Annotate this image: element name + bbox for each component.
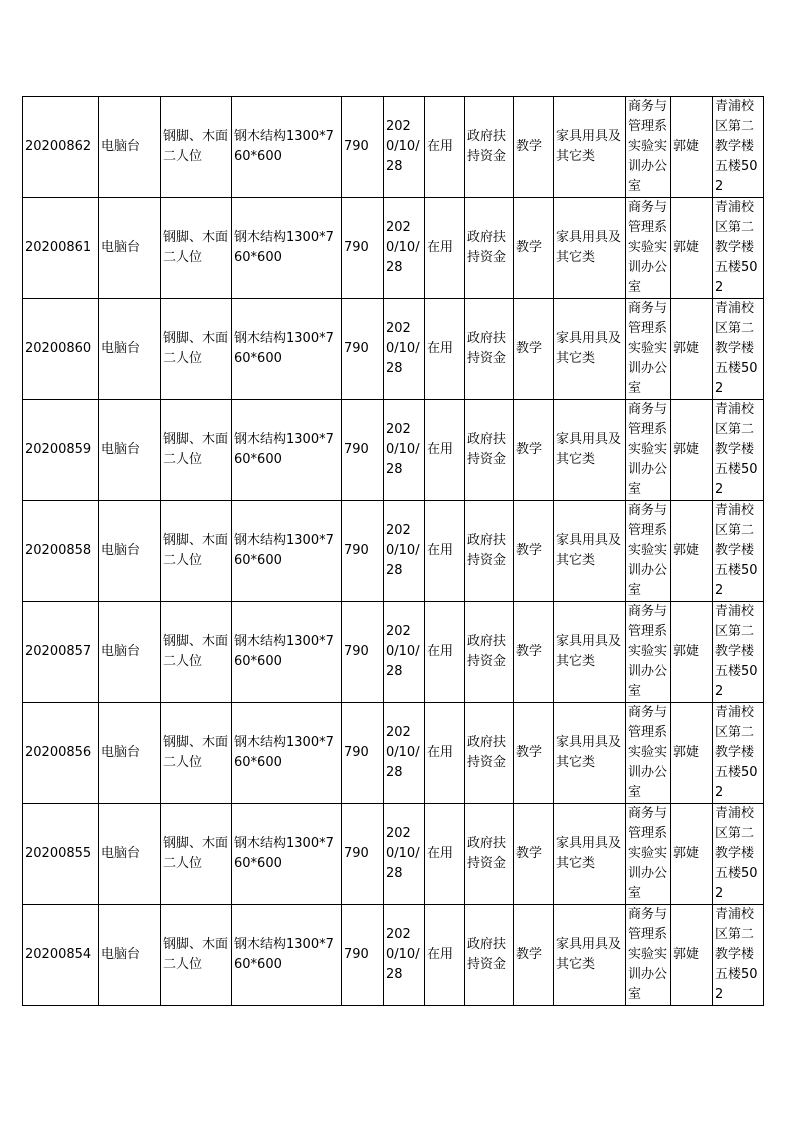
model-cell — [232, 602, 342, 703]
funding-text: 政府扶持资金 — [467, 836, 507, 871]
funding-cell — [465, 703, 514, 804]
keeper-text: 郭婕 — [673, 341, 700, 356]
price-text: 790 — [344, 745, 369, 760]
date-cell — [384, 602, 425, 703]
location-cell — [713, 97, 764, 198]
status-text: 在用 — [427, 644, 454, 659]
department-cell — [626, 198, 671, 299]
department-text: 商务与管理系实验实训办公室 — [628, 604, 668, 699]
asset-id-text: 20200855 — [25, 846, 92, 861]
keeper-cell — [671, 602, 713, 703]
category-text: 家具用具及其它类 — [556, 937, 622, 972]
price-cell — [342, 97, 384, 198]
usage-text: 教学 — [516, 543, 543, 558]
date-cell — [384, 299, 425, 400]
asset-id-cell — [23, 804, 99, 905]
usage-text: 教学 — [516, 846, 543, 861]
price-cell — [342, 198, 384, 299]
location-text: 青浦校区第二教学楼五楼502 — [715, 99, 758, 194]
model-cell — [232, 501, 342, 602]
asset-id-text: 20200858 — [25, 543, 92, 558]
asset-id-text: 20200854 — [25, 947, 92, 962]
model-text: 钢木结构1300*760*600 — [234, 735, 334, 770]
funding-cell — [465, 501, 514, 602]
funding-text: 政府扶持资金 — [467, 230, 507, 265]
location-text: 青浦校区第二教学楼五楼502 — [715, 402, 758, 497]
price-text: 790 — [344, 442, 369, 457]
asset-name-cell — [99, 804, 161, 905]
spec-text: 钢脚、木面二人位 — [163, 937, 229, 972]
category-text: 家具用具及其它类 — [556, 533, 622, 568]
price-text: 790 — [344, 240, 369, 255]
asset-id-text: 20200856 — [25, 745, 92, 760]
keeper-text: 郭婕 — [673, 745, 700, 760]
date-text: 2020/10/28 — [386, 119, 420, 174]
status-cell — [425, 299, 465, 400]
model-cell — [232, 299, 342, 400]
spec-cell — [161, 602, 232, 703]
spec-cell — [161, 804, 232, 905]
funding-text: 政府扶持资金 — [467, 735, 507, 770]
location-cell — [713, 198, 764, 299]
department-cell — [626, 400, 671, 501]
model-text: 钢木结构1300*760*600 — [234, 432, 334, 467]
usage-cell — [514, 602, 554, 703]
table-row — [23, 501, 764, 602]
keeper-text: 郭婕 — [673, 139, 700, 154]
price-cell — [342, 905, 384, 1006]
table-row — [23, 703, 764, 804]
department-cell — [626, 804, 671, 905]
table-row — [23, 905, 764, 1006]
asset-name-cell — [99, 501, 161, 602]
model-text: 钢木结构1300*760*600 — [234, 129, 334, 164]
usage-text: 教学 — [516, 139, 543, 154]
spec-text: 钢脚、木面二人位 — [163, 735, 229, 770]
status-text: 在用 — [427, 139, 454, 154]
date-text: 2020/10/28 — [386, 725, 420, 780]
department-text: 商务与管理系实验实训办公室 — [628, 705, 668, 800]
spec-cell — [161, 299, 232, 400]
keeper-text: 郭婕 — [673, 442, 700, 457]
location-text: 青浦校区第二教学楼五楼502 — [715, 301, 758, 396]
asset-id-cell — [23, 501, 99, 602]
keeper-cell — [671, 905, 713, 1006]
price-text: 790 — [344, 947, 369, 962]
category-cell — [554, 905, 626, 1006]
department-text: 商务与管理系实验实训办公室 — [628, 99, 668, 194]
asset-id-cell — [23, 602, 99, 703]
funding-cell — [465, 804, 514, 905]
category-cell — [554, 804, 626, 905]
category-cell — [554, 602, 626, 703]
price-text: 790 — [344, 139, 369, 154]
department-text: 商务与管理系实验实训办公室 — [628, 301, 668, 396]
keeper-cell — [671, 501, 713, 602]
asset-id-text: 20200857 — [25, 644, 92, 659]
location-cell — [713, 501, 764, 602]
funding-text: 政府扶持资金 — [467, 331, 507, 366]
location-cell — [713, 400, 764, 501]
status-text: 在用 — [427, 846, 454, 861]
spec-cell — [161, 905, 232, 1006]
date-cell — [384, 97, 425, 198]
asset-id-cell — [23, 703, 99, 804]
status-cell — [425, 198, 465, 299]
department-text: 商务与管理系实验实训办公室 — [628, 806, 668, 901]
department-cell — [626, 501, 671, 602]
keeper-text: 郭婕 — [673, 846, 700, 861]
funding-text: 政府扶持资金 — [467, 634, 507, 669]
usage-cell — [514, 400, 554, 501]
keeper-cell — [671, 400, 713, 501]
usage-cell — [514, 299, 554, 400]
spec-text: 钢脚、木面二人位 — [163, 533, 229, 568]
keeper-cell — [671, 804, 713, 905]
funding-text: 政府扶持资金 — [467, 432, 507, 467]
price-cell — [342, 804, 384, 905]
funding-text: 政府扶持资金 — [467, 533, 507, 568]
funding-cell — [465, 299, 514, 400]
category-text: 家具用具及其它类 — [556, 735, 622, 770]
status-cell — [425, 804, 465, 905]
spec-text: 钢脚、木面二人位 — [163, 331, 229, 366]
department-cell — [626, 703, 671, 804]
asset-table — [22, 96, 764, 1006]
asset-name-text: 电脑台 — [101, 644, 141, 659]
price-cell — [342, 703, 384, 804]
department-cell — [626, 299, 671, 400]
department-text: 商务与管理系实验实训办公室 — [628, 402, 668, 497]
spec-cell — [161, 97, 232, 198]
location-cell — [713, 299, 764, 400]
date-text: 2020/10/28 — [386, 321, 420, 376]
price-cell — [342, 602, 384, 703]
department-cell — [626, 905, 671, 1006]
location-text: 青浦校区第二教学楼五楼502 — [715, 806, 758, 901]
asset-id-text: 20200859 — [25, 442, 92, 457]
price-text: 790 — [344, 543, 369, 558]
keeper-text: 郭婕 — [673, 644, 700, 659]
status-text: 在用 — [427, 442, 454, 457]
model-cell — [232, 97, 342, 198]
model-text: 钢木结构1300*760*600 — [234, 836, 334, 871]
table-row — [23, 97, 764, 198]
asset-id-cell — [23, 299, 99, 400]
table-row — [23, 198, 764, 299]
status-cell — [425, 97, 465, 198]
price-cell — [342, 501, 384, 602]
model-cell — [232, 400, 342, 501]
model-cell — [232, 804, 342, 905]
status-cell — [425, 905, 465, 1006]
asset-name-text: 电脑台 — [101, 745, 141, 760]
funding-cell — [465, 198, 514, 299]
model-text: 钢木结构1300*760*600 — [234, 230, 334, 265]
asset-name-text: 电脑台 — [101, 139, 141, 154]
table-row — [23, 299, 764, 400]
asset-name-cell — [99, 400, 161, 501]
asset-id-cell — [23, 97, 99, 198]
asset-name-cell — [99, 703, 161, 804]
spec-text: 钢脚、木面二人位 — [163, 129, 229, 164]
department-cell — [626, 602, 671, 703]
location-cell — [713, 703, 764, 804]
date-cell — [384, 703, 425, 804]
asset-name-text: 电脑台 — [101, 240, 141, 255]
category-text: 家具用具及其它类 — [556, 230, 622, 265]
asset-name-text: 电脑台 — [101, 341, 141, 356]
funding-cell — [465, 905, 514, 1006]
location-text: 青浦校区第二教学楼五楼502 — [715, 604, 758, 699]
asset-id-cell — [23, 905, 99, 1006]
table-row — [23, 602, 764, 703]
model-cell — [232, 198, 342, 299]
category-text: 家具用具及其它类 — [556, 634, 622, 669]
usage-cell — [514, 198, 554, 299]
asset-name-text: 电脑台 — [101, 442, 141, 457]
spec-text: 钢脚、木面二人位 — [163, 634, 229, 669]
location-text: 青浦校区第二教学楼五楼502 — [715, 907, 758, 1002]
category-cell — [554, 400, 626, 501]
keeper-cell — [671, 198, 713, 299]
usage-text: 教学 — [516, 341, 543, 356]
department-text: 商务与管理系实验实训办公室 — [628, 907, 668, 1002]
usage-cell — [514, 703, 554, 804]
asset-name-cell — [99, 198, 161, 299]
status-text: 在用 — [427, 543, 454, 558]
usage-cell — [514, 97, 554, 198]
price-text: 790 — [344, 846, 369, 861]
location-cell — [713, 804, 764, 905]
status-text: 在用 — [427, 947, 454, 962]
model-text: 钢木结构1300*760*600 — [234, 937, 334, 972]
asset-table-body — [23, 97, 764, 1006]
location-text: 青浦校区第二教学楼五楼502 — [715, 705, 758, 800]
status-cell — [425, 602, 465, 703]
date-cell — [384, 804, 425, 905]
category-text: 家具用具及其它类 — [556, 836, 622, 871]
usage-cell — [514, 905, 554, 1006]
price-text: 790 — [344, 644, 369, 659]
price-text: 790 — [344, 341, 369, 356]
usage-cell — [514, 804, 554, 905]
department-text: 商务与管理系实验实训办公室 — [628, 503, 668, 598]
category-cell — [554, 501, 626, 602]
date-text: 2020/10/28 — [386, 826, 420, 881]
spec-cell — [161, 198, 232, 299]
location-text: 青浦校区第二教学楼五楼502 — [715, 200, 758, 295]
category-cell — [554, 97, 626, 198]
location-cell — [713, 905, 764, 1006]
status-cell — [425, 400, 465, 501]
spec-cell — [161, 400, 232, 501]
usage-text: 教学 — [516, 442, 543, 457]
keeper-cell — [671, 299, 713, 400]
table-row — [23, 400, 764, 501]
date-text: 2020/10/28 — [386, 523, 420, 578]
category-cell — [554, 299, 626, 400]
date-cell — [384, 501, 425, 602]
spec-text: 钢脚、木面二人位 — [163, 432, 229, 467]
asset-name-cell — [99, 97, 161, 198]
status-text: 在用 — [427, 240, 454, 255]
usage-text: 教学 — [516, 745, 543, 760]
funding-cell — [465, 400, 514, 501]
funding-text: 政府扶持资金 — [467, 129, 507, 164]
status-cell — [425, 703, 465, 804]
date-text: 2020/10/28 — [386, 624, 420, 679]
category-cell — [554, 703, 626, 804]
date-cell — [384, 198, 425, 299]
department-text: 商务与管理系实验实训办公室 — [628, 200, 668, 295]
asset-id-cell — [23, 400, 99, 501]
category-cell — [554, 198, 626, 299]
status-text: 在用 — [427, 341, 454, 356]
price-cell — [342, 400, 384, 501]
usage-text: 教学 — [516, 947, 543, 962]
asset-name-text: 电脑台 — [101, 543, 141, 558]
status-text: 在用 — [427, 745, 454, 760]
category-text: 家具用具及其它类 — [556, 129, 622, 164]
category-text: 家具用具及其它类 — [556, 331, 622, 366]
date-text: 2020/10/28 — [386, 927, 420, 982]
asset-name-cell — [99, 299, 161, 400]
asset-name-cell — [99, 602, 161, 703]
model-text: 钢木结构1300*760*600 — [234, 533, 334, 568]
spec-text: 钢脚、木面二人位 — [163, 230, 229, 265]
date-text: 2020/10/28 — [386, 220, 420, 275]
asset-id-text: 20200862 — [25, 139, 92, 154]
table-row — [23, 804, 764, 905]
model-cell — [232, 905, 342, 1006]
funding-cell — [465, 602, 514, 703]
date-cell — [384, 400, 425, 501]
spec-text: 钢脚、木面二人位 — [163, 836, 229, 871]
usage-text: 教学 — [516, 644, 543, 659]
usage-cell — [514, 501, 554, 602]
asset-id-text: 20200861 — [25, 240, 92, 255]
asset-name-cell — [99, 905, 161, 1006]
asset-id-cell — [23, 198, 99, 299]
funding-cell — [465, 97, 514, 198]
keeper-text: 郭婕 — [673, 543, 700, 558]
date-cell — [384, 905, 425, 1006]
model-text: 钢木结构1300*760*600 — [234, 331, 334, 366]
department-cell — [626, 97, 671, 198]
usage-text: 教学 — [516, 240, 543, 255]
asset-name-text: 电脑台 — [101, 947, 141, 962]
spec-cell — [161, 501, 232, 602]
asset-id-text: 20200860 — [25, 341, 92, 356]
model-text: 钢木结构1300*760*600 — [234, 634, 334, 669]
keeper-cell — [671, 97, 713, 198]
keeper-cell — [671, 703, 713, 804]
model-cell — [232, 703, 342, 804]
status-cell — [425, 501, 465, 602]
category-text: 家具用具及其它类 — [556, 432, 622, 467]
asset-name-text: 电脑台 — [101, 846, 141, 861]
price-cell — [342, 299, 384, 400]
date-text: 2020/10/28 — [386, 422, 420, 477]
keeper-text: 郭婕 — [673, 240, 700, 255]
keeper-text: 郭婕 — [673, 947, 700, 962]
spec-cell — [161, 703, 232, 804]
funding-text: 政府扶持资金 — [467, 937, 507, 972]
location-cell — [713, 602, 764, 703]
location-text: 青浦校区第二教学楼五楼502 — [715, 503, 758, 598]
